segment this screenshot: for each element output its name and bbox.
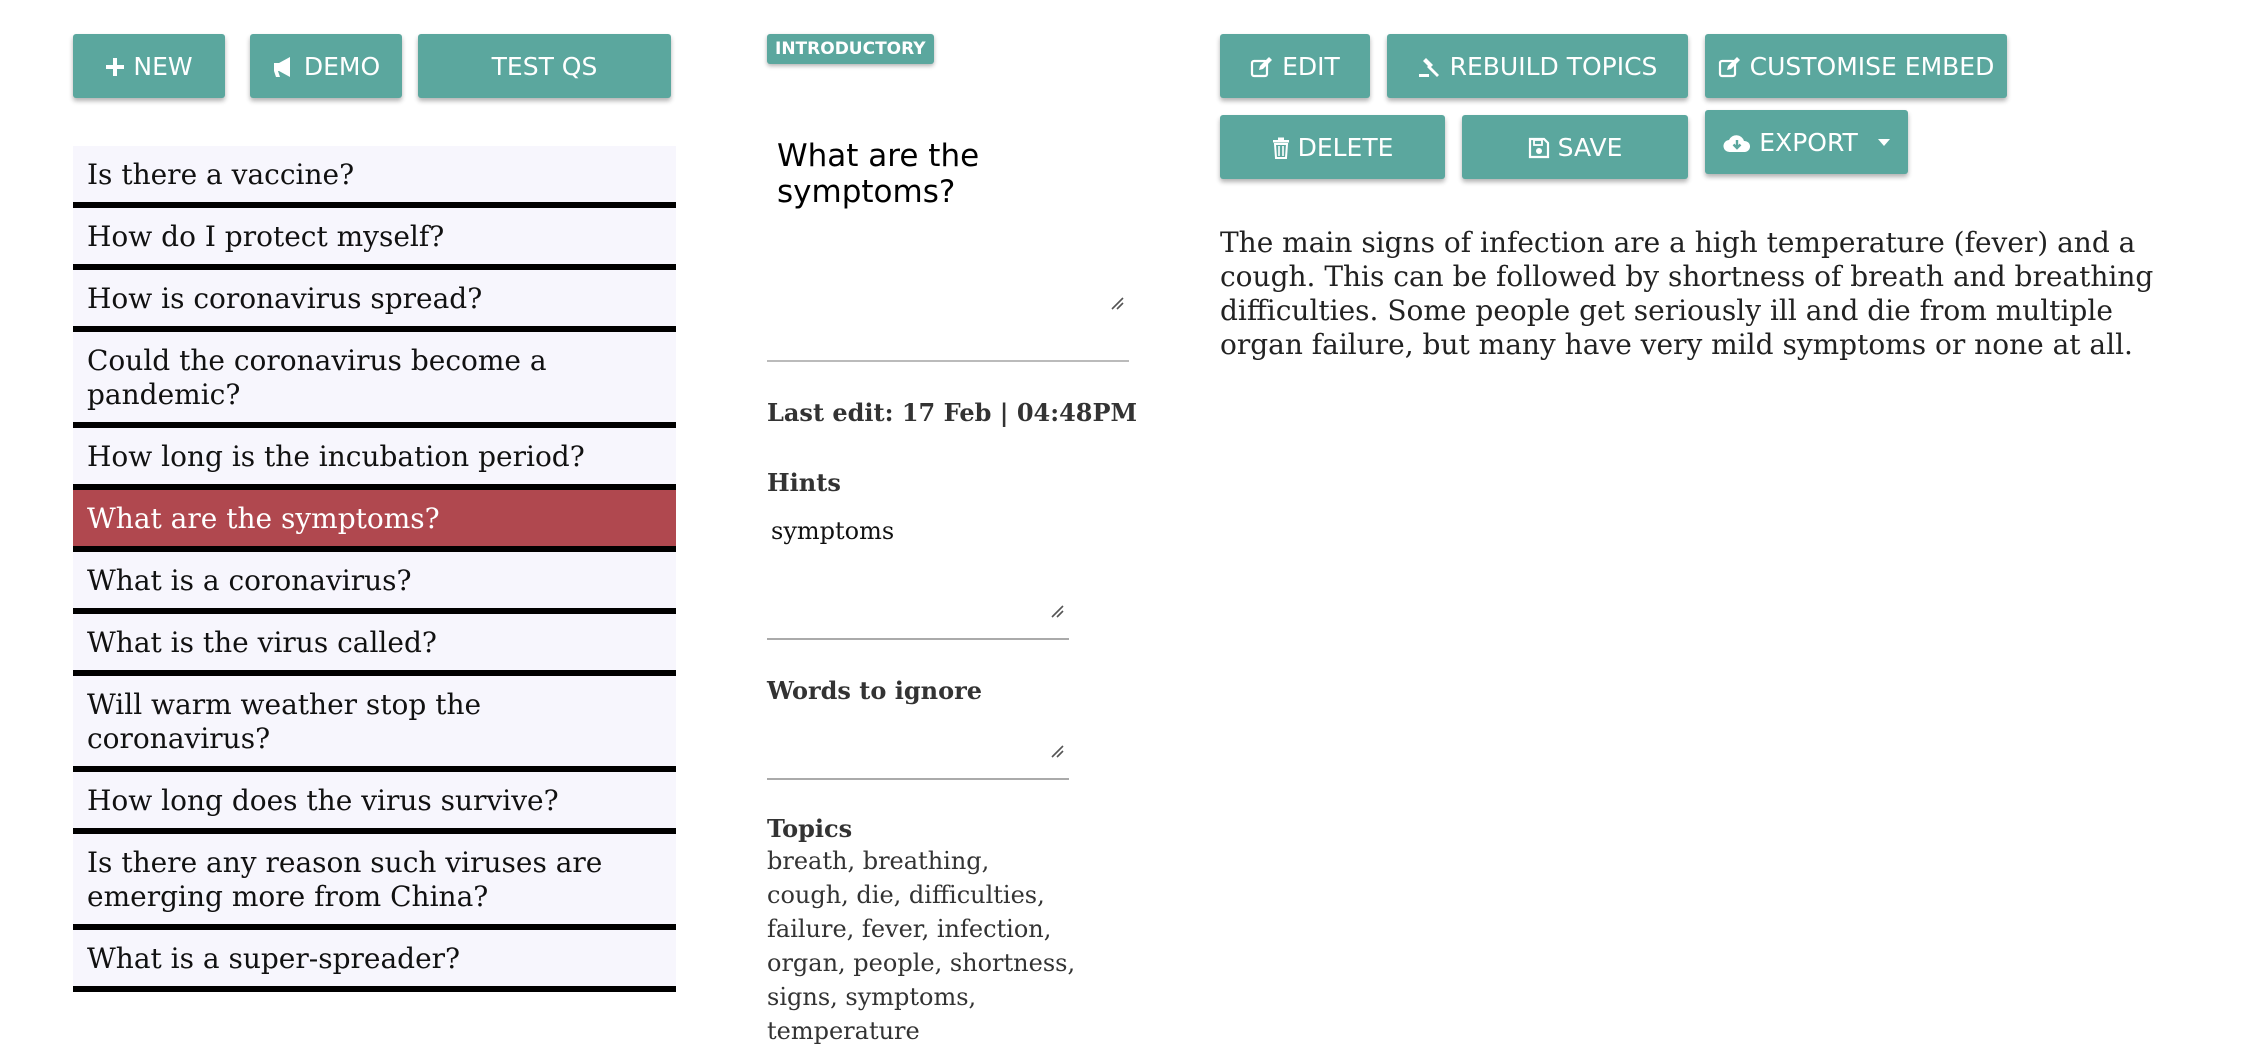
demo-button[interactable] xyxy=(250,34,402,98)
plus-icon xyxy=(105,57,125,77)
question-list xyxy=(73,146,676,992)
question-title-input[interactable] xyxy=(767,130,1129,362)
test-qs-button-label: TEST QS xyxy=(491,52,598,81)
question-list-item[interactable]: How long does the virus survive? xyxy=(73,772,676,834)
export-button-label: EXPORT xyxy=(1759,128,1858,157)
save-button-label: SAVE xyxy=(1557,133,1623,162)
hints-input[interactable] xyxy=(767,512,1069,640)
caret-down-icon xyxy=(1878,139,1890,147)
last-edit-timestamp: Last edit: 17 Feb | 04:48PM xyxy=(767,398,1138,427)
resize-grip-icon[interactable] xyxy=(1050,604,1064,618)
rebuild-topics-button[interactable] xyxy=(1387,34,1688,98)
customise-embed-button-label: CUSTOMISE EMBED xyxy=(1749,52,1995,81)
answer-text: The main signs of infection are a high temperature (fever) and a cough. This can be followed by shortness of breath and breathing difficulties. Some people get seriously ill and die from multiple organ failure, but many have very mild symptoms or none at all. xyxy=(1220,226,2154,361)
resize-grip-icon[interactable] xyxy=(1050,744,1064,758)
new-button-label: NEW xyxy=(133,52,193,81)
question-list-item[interactable]: What is a super-spreader? xyxy=(73,930,676,992)
new-button[interactable] xyxy=(73,34,225,98)
export-dropdown-button[interactable] xyxy=(1705,110,1908,174)
edit-button[interactable] xyxy=(1220,34,1370,98)
resize-grip-icon[interactable] xyxy=(1110,296,1124,310)
edit-icon xyxy=(1718,56,1742,78)
cloud-download-icon xyxy=(1723,132,1751,154)
question-list-item[interactable]: How long is the incubation period? xyxy=(73,428,676,490)
hints-label: Hints xyxy=(767,468,841,497)
question-list-item[interactable]: Will warm weather stop the coronavirus? xyxy=(73,676,676,772)
words-to-ignore-input[interactable] xyxy=(767,718,1069,780)
question-list-item[interactable]: What is the virus called? xyxy=(73,614,676,676)
question-list-item-active[interactable]: What are the symptoms? xyxy=(73,490,676,552)
topics-list: breath, breathing, cough, die, difficulties, failure, fever, infection, organ, people, shortness, signs, symptoms, temperature xyxy=(767,847,1076,1045)
words-to-ignore-label: Words to ignore xyxy=(767,676,983,705)
save-button[interactable] xyxy=(1462,115,1688,179)
edit-icon xyxy=(1250,56,1274,78)
gavel-icon xyxy=(1418,56,1442,78)
megaphone-icon xyxy=(272,56,296,78)
question-list-item[interactable]: Is there a vaccine? xyxy=(73,146,676,208)
topics-label: Topics xyxy=(767,814,853,843)
rebuild-topics-button-label: REBUILD TOPICS xyxy=(1449,52,1658,81)
trash-icon xyxy=(1272,137,1290,159)
question-list-item[interactable]: How do I protect myself? xyxy=(73,208,676,270)
test-qs-button[interactable] xyxy=(418,34,671,98)
delete-button[interactable] xyxy=(1220,115,1445,179)
question-list-item[interactable]: Could the coronavirus become a pandemic? xyxy=(73,332,676,428)
edit-button-label: EDIT xyxy=(1282,52,1340,81)
floppy-disk-icon xyxy=(1528,137,1550,159)
question-list-item[interactable]: Is there any reason such viruses are emerging more from China? xyxy=(73,834,676,930)
question-list-item[interactable]: How is coronavirus spread? xyxy=(73,270,676,332)
delete-button-label: DELETE xyxy=(1297,133,1394,162)
question-list-item[interactable]: What is a coronavirus? xyxy=(73,552,676,614)
customise-embed-button[interactable] xyxy=(1705,34,2007,98)
category-badge: INTRODUCTORY xyxy=(767,34,934,64)
demo-button-label: DEMO xyxy=(303,52,381,81)
